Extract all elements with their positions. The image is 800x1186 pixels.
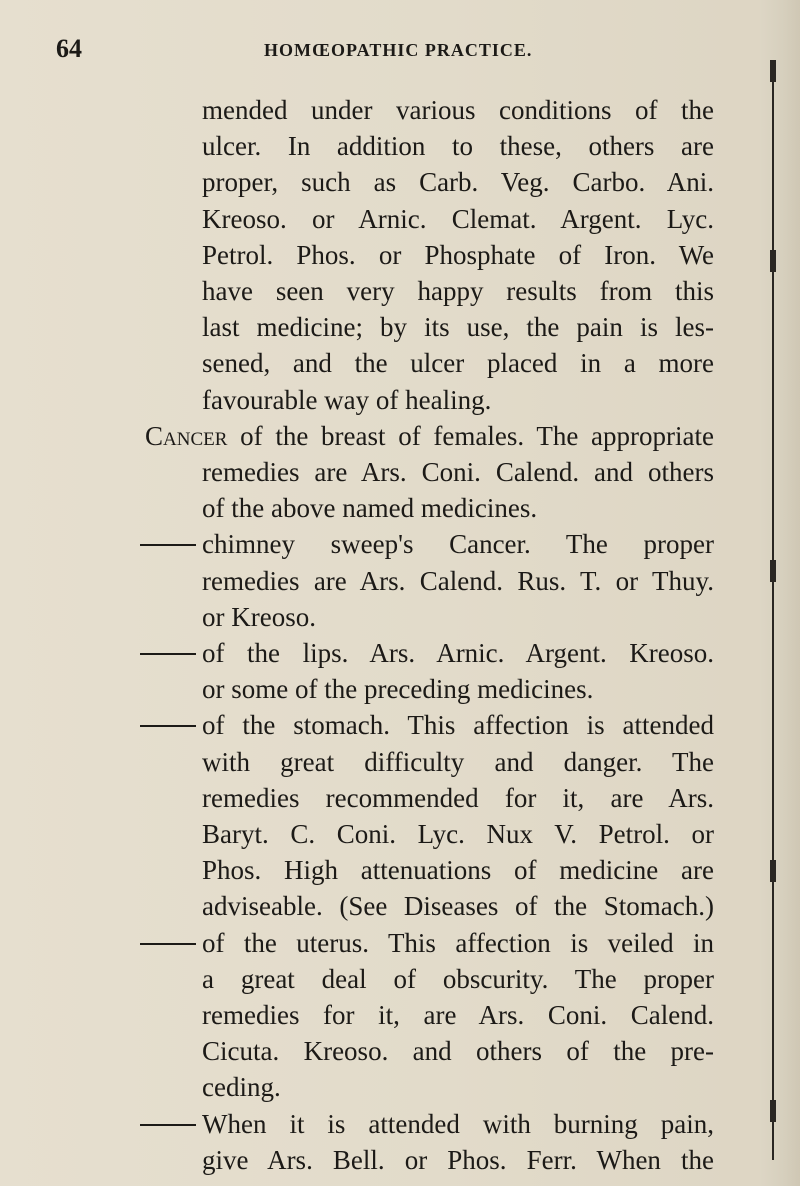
text-line: last medicine; by its use, the pain is les- [202, 312, 714, 342]
ditto-dash [140, 725, 196, 727]
ditto-dash [140, 653, 196, 655]
text-line: have seen very happy results from this [202, 276, 714, 306]
page-header [0, 34, 760, 74]
text-line: favourable way of healing. [202, 385, 492, 415]
text-line: ceding. [202, 1072, 281, 1102]
ditto-dash [140, 1124, 196, 1126]
line-text: of the breast of females. The appropriate [227, 421, 714, 451]
text-line: adviseable. (See Diseases of the Stomach.) [202, 891, 714, 921]
text-line [0, 635, 760, 671]
text-line: ulcer. In addition to these, others are [202, 131, 714, 161]
text-line: Phos. High attenuations of medicine are [202, 855, 714, 885]
text-line: Cicuta. Kreoso. and others of the pre- [202, 1036, 714, 1066]
binding-line [772, 60, 774, 1160]
page-edge [760, 0, 800, 1186]
running-head: HOMŒOPATHIC PRACTICE. [264, 40, 533, 60]
line-text: When it is attended with burning pain, [202, 1109, 714, 1139]
edge-mark [770, 1100, 776, 1122]
text-line: remedies recommended for it, are Ars. [202, 783, 714, 813]
text-line: with great difficulty and danger. The [202, 747, 714, 777]
entry-heading: Cancer [145, 421, 228, 451]
ditto-dash [140, 544, 196, 546]
line-text: of the stomach. This affection is attended [202, 710, 714, 740]
text-line [0, 526, 760, 562]
edge-mark [770, 250, 776, 272]
text-line [145, 418, 714, 454]
text-line: remedies for it, are Ars. Coni. Calend. [202, 1000, 714, 1030]
text-line: or some of the preceding medicines. [202, 674, 594, 704]
text-line: mended under various conditions of the [202, 95, 714, 125]
text-line: a great deal of obscurity. The proper [202, 964, 714, 994]
text-line: sened, and the ulcer placed in a more [202, 348, 714, 378]
text-line [0, 925, 760, 961]
text-line: of the above named medicines. [202, 493, 538, 523]
text-line [0, 707, 760, 743]
text-line: Petrol. Phos. or Phosphate of Iron. We [202, 240, 714, 270]
text-line: give Ars. Bell. or Phos. Ferr. When the [202, 1145, 714, 1175]
text-line: remedies are Ars. Calend. Rus. T. or Thuy. [202, 566, 714, 596]
page-number: 64 [56, 34, 82, 63]
text-line: Baryt. C. Coni. Lyc. Nux V. Petrol. or [202, 819, 714, 849]
line-text: chimney sweep's Cancer. The proper [202, 529, 714, 559]
text-line: Kreoso. or Arnic. Clemat. Argent. Lyc. [202, 204, 714, 234]
text-line [0, 1106, 760, 1142]
line-text: of the lips. Ars. Arnic. Argent. Kreoso. [202, 638, 714, 668]
edge-mark [770, 60, 776, 82]
ditto-dash [140, 943, 196, 945]
text-line: proper, such as Carb. Veg. Carbo. Ani. [202, 167, 714, 197]
edge-mark [770, 860, 776, 882]
edge-mark [770, 560, 776, 582]
line-text: of the uterus. This affection is veiled in [202, 928, 714, 958]
text-line: or Kreoso. [202, 602, 316, 632]
text-line: remedies are Ars. Coni. Calend. and others [202, 457, 714, 487]
